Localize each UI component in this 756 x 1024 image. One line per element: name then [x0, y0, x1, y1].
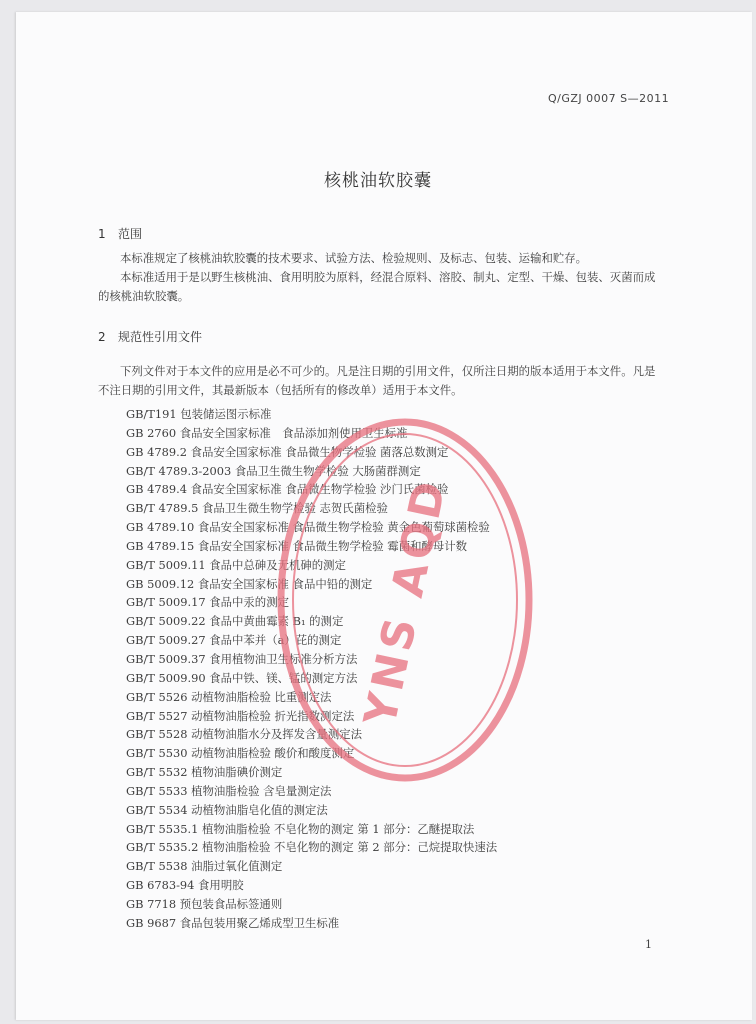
- reference-item: GB/T 5009.11 食品中总砷及无机砷的测定: [126, 557, 346, 572]
- page-number: 1: [645, 938, 652, 951]
- reference-item: GB 4789.4 食品安全国家标准 食品微生物学检验 沙门氏菌检验: [126, 482, 449, 497]
- reference-item: GB 4789.2 食品安全国家标准 食品微生物学检验 菌落总数测定: [126, 444, 449, 459]
- reference-item: GB/T 5535.1 植物油脂检验 不皂化物的测定 第 1 部分：乙醚提取法: [126, 821, 475, 836]
- reference-item: GB/T 5526 动植物油脂检验 比重测定法: [126, 689, 332, 704]
- section-1-heading: [98, 225, 142, 242]
- reference-item: GB/T 5009.90 食品中铁、镁、锰的测定方法: [126, 670, 358, 685]
- reference-item: GB/T 5009.37 食用植物油卫生标准分析方法: [126, 651, 358, 666]
- reference-item: GB/T 5534 动植物油脂皂化值的测定法: [126, 802, 328, 817]
- reference-item: GB/T 5528 动植物油脂水分及挥发含量测定法: [126, 727, 362, 742]
- scope-paragraph-2: 本标准适用于是以野生核桃油、食用明胶为原料，经混合原料、溶胶、制丸、定型、干燥、包装、灭菌而成的核桃油软胶囊。: [98, 270, 656, 303]
- reference-item: GB 4789.10 食品安全国家标准 食品微生物学检验 黄金色葡萄球菌检验: [126, 520, 490, 535]
- reference-item: GB/T 5009.17 食品中汞的测定: [126, 595, 289, 610]
- reference-item: GB/T 5527 动植物油脂检验 折光指数测定法: [126, 708, 355, 723]
- reference-list: [126, 405, 666, 933]
- reference-item: GB 7718 预包装食品标签通则: [126, 896, 283, 911]
- document-title: 核桃油软胶囊: [324, 171, 432, 191]
- reference-item: GB/T 5009.22 食品中黄曲霉素 B₁ 的测定: [126, 614, 344, 629]
- section-title: 规范性引用文件: [118, 330, 203, 344]
- reference-item: GB/T191 包装储运图示标准: [126, 407, 272, 421]
- stamp-text: YNS AQD: [354, 473, 457, 731]
- reference-item: GB/T 5530 动植物油脂检验 酸价和酸度测定: [126, 746, 355, 761]
- reference-item: GB 9687 食品包装用聚乙烯成型卫生标准: [126, 915, 340, 930]
- reference-item: GB/T 5535.2 植物油脂检验 不皂化物的测定 第 2 部分：己烷提取快速法: [126, 840, 498, 855]
- section-2-heading: [98, 328, 202, 345]
- reference-item: GB 2760 食品安全国家标准 食品添加剂使用卫生标准: [126, 425, 408, 440]
- section-number: 1: [98, 227, 106, 241]
- reference-item: GB 6783-94 食用明胶: [126, 878, 244, 893]
- normative-intro: 下列文件对于本文件的应用是必不可少的。凡是注日期的引用文件，仅所注日期的版本适用于本文件。凡是不注日期的引用文件，其最新版本（包括所有的修改单）适用于本文件。: [98, 364, 656, 397]
- scope-paragraph-1: 本标准规定了核桃油软胶囊的技术要求、试验方法、检验规则、及标志、包装、运输和贮存。: [120, 251, 588, 265]
- standard-code: Q/GZJ 0007 S—2011: [548, 92, 670, 105]
- reference-item: GB/T 5533 植物油脂检验 含皂量测定法: [126, 783, 332, 798]
- reference-item: GB/T 5538 油脂过氧化值测定: [126, 859, 283, 874]
- reference-item: GB/T 5532 植物油脂碘价测定: [126, 765, 283, 780]
- reference-item: GB 4789.15 食品安全国家标准 食品微生物学检验 霉菌和酵母计数: [126, 538, 468, 553]
- reference-item: GB/T 4789.3-2003 食品卫生微生物学检验 大肠菌群测定: [126, 463, 421, 478]
- section-number: 2: [98, 330, 106, 344]
- reference-item: GB/T 5009.27 食品中苯并（a）芘的测定: [126, 633, 342, 648]
- reference-item: GB/T 4789.5 食品卫生微生物学检验 志贺氏菌检验: [126, 501, 388, 516]
- reference-item: GB 5009.12 食品安全国家标准 食品中铅的测定: [126, 576, 373, 591]
- section-title: 范围: [118, 227, 143, 241]
